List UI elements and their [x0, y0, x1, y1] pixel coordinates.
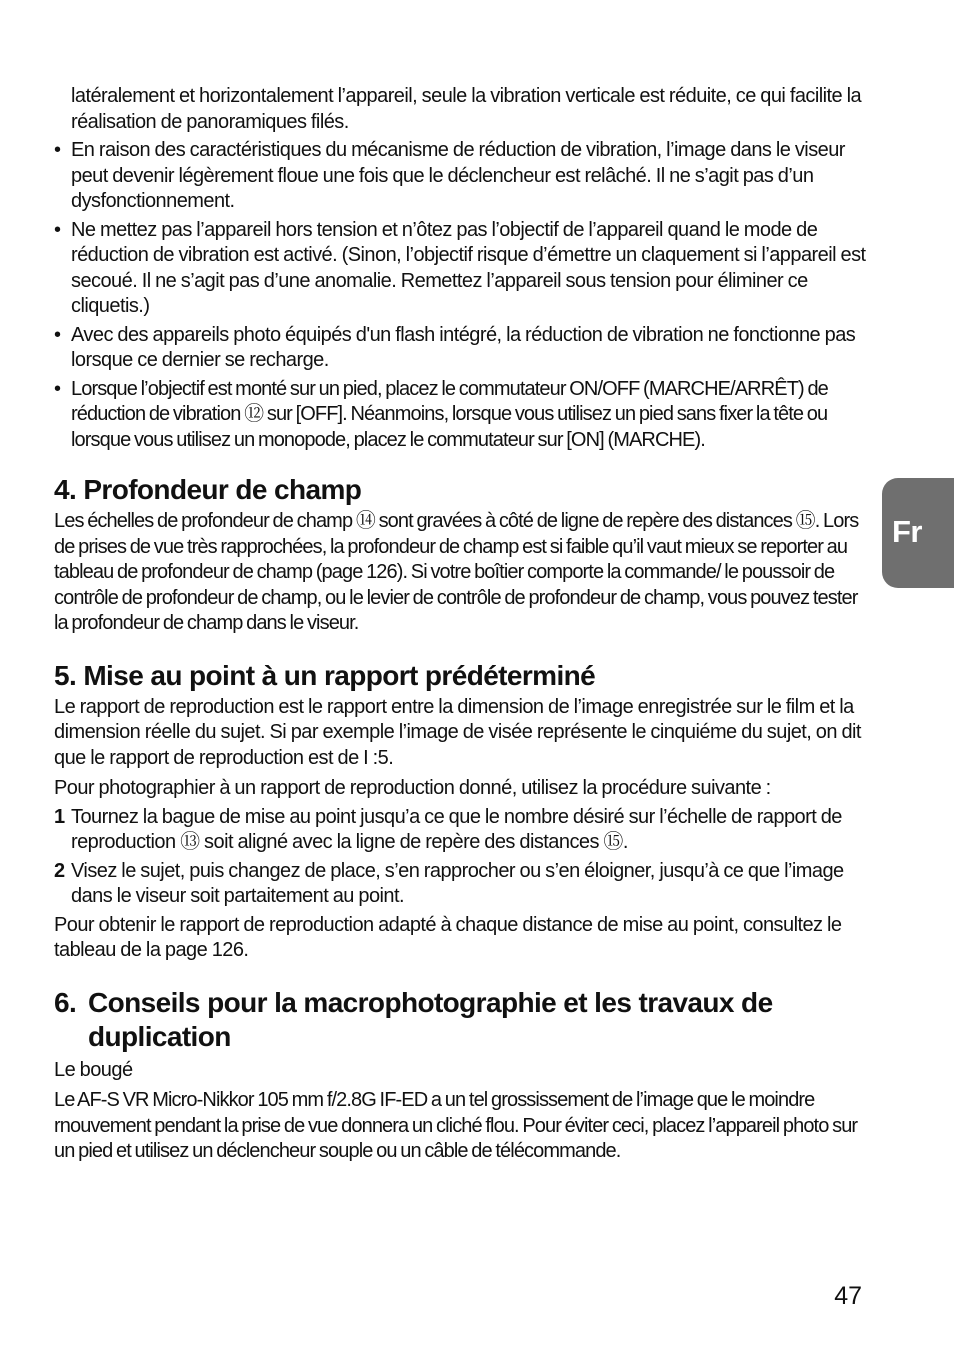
- section-6-subheading: Le bougé: [54, 1058, 133, 1081]
- bullet-text: En raison des caractéristiques du mécanisme de réduction de vibration, l’image dans le viseur peut devenir légèrement floue une fois que le déclencheur est relâché. Il ne s’agit pas d’un dysfonctionnement.: [71, 139, 845, 212]
- section-5-paragraph-3: Pour obtenir le rapport de reproduction adapté à chaque distance de mise au point, consultez le tableau de la page 126.: [54, 913, 842, 961]
- page-content: [54, 84, 866, 1165]
- section-5-heading: 5. Mise au point à un rapport prédéterminé: [54, 659, 596, 691]
- section-4-body: Les échelles de profondeur de champ ⑭ sont gravées à côté de ligne de repère des distances ⑮. Lors de prises de vue très rapprochées, la profondeur de champ est si faible qu’il vaut mieux se reporter au tableau de profondeur de champ (page 126). Si votre boîtier comporte la commande/ le poussoir de contrôle de profondeur de champ, ou le levier de contrôle de profondeur de champ, vous pouvez tester la profondeur de champ dans le viseur.: [54, 510, 859, 634]
- bullet-text: Avec des appareils photo équipés d'un flash intégré, la réduction de vibration ne fonctionne pas lorsque ce dernier se recharge.: [71, 323, 856, 371]
- step-text: Tournez la bague de mise au point jusqu’a ce que le nombre désiré sur l’échelle de rapport de reproduction ⑬ soit aligné avec la ligne de repère des distances ⑮.: [71, 805, 842, 853]
- section-6-body: Le AF-S VR Micro-Nikkor 105 mm f/2.8G IF-ED a un tel grossissement de l’image que le moindre rnouvement pendant la prise de vue donnera un cliché flou. Pour éviter ceci, placez l’appareil photo sur un pied et utilisez un déclencheur souple ou un câble de télécommande.: [54, 1089, 858, 1162]
- step-item: [54, 859, 866, 910]
- section-5-paragraph-1: Le rapport de reproduction est le rapport entre la dimension de l’image enregistrée sur le film et la dimension réelle du sujet. Si par exemple l’image de visée représente le cinquiéme du sujet, on dit que le rapport de reproduction est de I :5.: [54, 695, 861, 769]
- section-4-heading: 4. Profondeur de champ: [54, 474, 362, 505]
- intro-continuation: latéralement et horizontalement l’appareil, seule la vibration verticale est réduite, ce qui facilite la réalisation de panoramiques filés.: [71, 85, 862, 133]
- section-5-paragraph-2: Pour photographier à un rapport de reproduction donné, utilisez la procédure suivante :: [54, 777, 771, 799]
- bullet-item: [54, 323, 866, 374]
- page-number: 47: [834, 1282, 862, 1310]
- bullet-item: [54, 138, 866, 215]
- bullet-mark: •: [54, 377, 61, 400]
- bullet-text: Ne mettez pas l’appareil hors tension et n’ôtez pas l’objectif de l’appareil quand le mode de réduction de vibration est activé. (Sinon, l’objectif risque d’émettre un claquement si l’appareil est secoué. Il ne s’agit pas d’une anomalie. Remettez l’appareil sous tension pour éliminer ce cliquetis.): [71, 218, 866, 317]
- bullet-item: [54, 218, 866, 320]
- bullet-mark: •: [54, 139, 61, 161]
- bullet-mark: •: [54, 323, 61, 346]
- section-6-heading-number: 6.: [54, 986, 77, 1018]
- step-item: [54, 805, 866, 856]
- bullet-item: [54, 377, 866, 454]
- bullet-text: Lorsque l’objectif est monté sur un pied, placez le commutateur ON/OFF (MARCHE/ARRÊT) de réduction de vibration ⑫ sur [OFF]. Néanmoins, lorsque vous utilisez un pied sans fixer la tête ou lorsque vous utilisez un monopode, placez le commutateur sur [ON] (MARCHE).: [71, 377, 828, 451]
- bullet-mark: •: [54, 218, 61, 241]
- step-number: 1: [54, 805, 65, 828]
- language-tab-label: Fr: [892, 514, 922, 549]
- section-6-heading: [54, 986, 866, 1054]
- language-tab: [882, 478, 954, 588]
- step-text: Visez le sujet, puis changez de place, s’en rapprocher ou s’en éloigner, jusqu’à ce que l’image dans le viseur soit partaitement au point.: [71, 859, 844, 907]
- section-6-heading-text: Conseils pour la macrophotographie et les travaux de duplication: [88, 986, 773, 1052]
- step-number: 2: [54, 859, 65, 882]
